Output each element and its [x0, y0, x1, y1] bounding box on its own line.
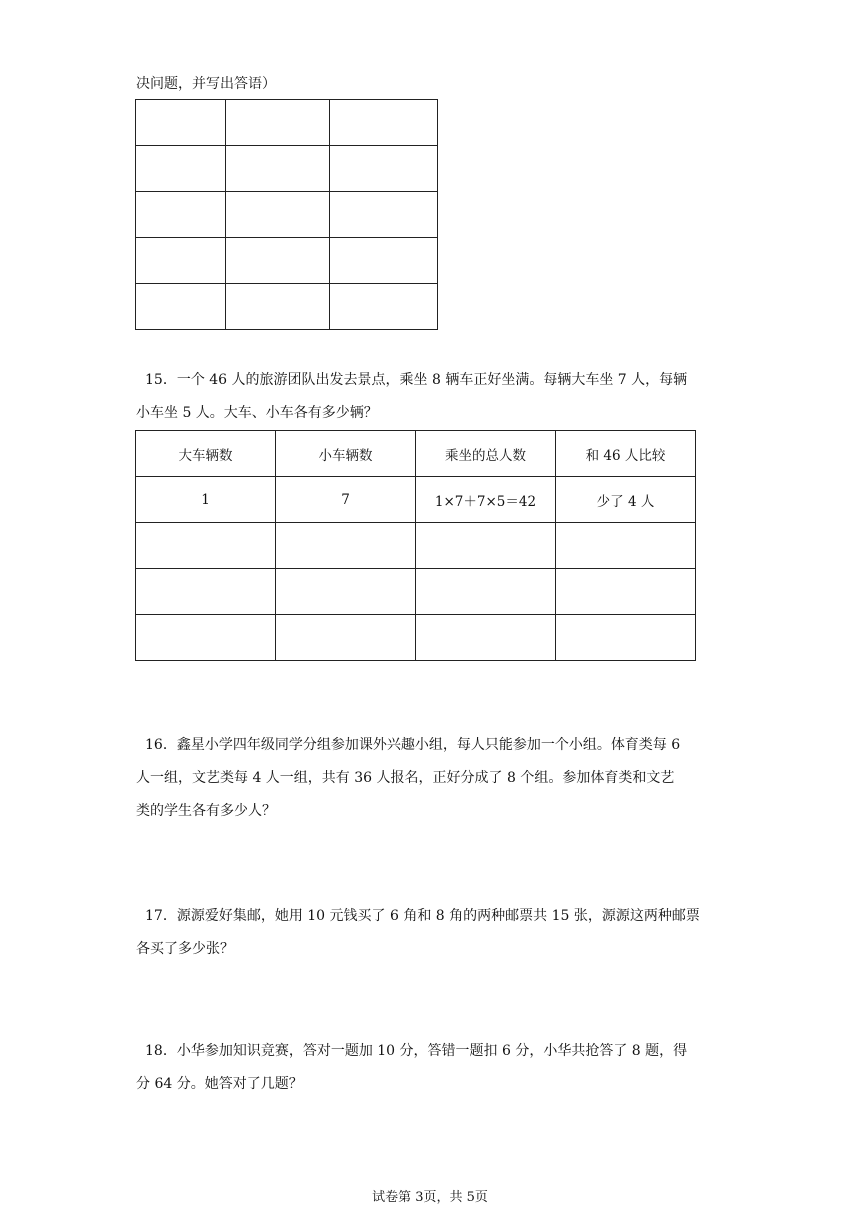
table-header-row: [136, 431, 696, 477]
table-cell: [330, 284, 438, 330]
question-17-line-2: 各买了多少张？: [136, 941, 234, 957]
table-row: [136, 238, 438, 284]
table-row: [136, 146, 438, 192]
table-cell: [330, 146, 438, 192]
header-cell: 和 46 人比较: [556, 431, 696, 477]
question-18-line-2: 分 64 分。她答对了几题？: [136, 1076, 303, 1092]
table-cell: [330, 100, 438, 146]
table-cell: [136, 284, 226, 330]
table-cell: [226, 284, 330, 330]
table-row: [136, 569, 696, 615]
table-cell: [136, 146, 226, 192]
table-cell: [556, 569, 696, 615]
header-cell: 大车辆数: [136, 431, 276, 477]
header-cell: 乘坐的总人数: [416, 431, 556, 477]
table-cell: [330, 238, 438, 284]
table-cell: [226, 192, 330, 238]
question-15-line-1: 15．一个 46 人的旅游团队出发去景点，乘坐 8 辆车正好坐满。每辆大车坐 7 人，每辆: [145, 372, 688, 388]
table-cell: 1: [136, 477, 276, 523]
table-cell: [136, 100, 226, 146]
table-cell: [136, 192, 226, 238]
table-cell: 1×7＋7×5＝42: [416, 477, 556, 523]
question-18-line-1: 18．小华参加知识竞赛，答对一题加 10 分，答错一题扣 6 分，小华共抢答了 8 题，得: [145, 1043, 688, 1059]
table-cell: 7: [276, 477, 416, 523]
table-row: [136, 192, 438, 238]
table-cell: 少了 4 人: [556, 477, 696, 523]
table-cell: [416, 569, 556, 615]
table-row: [136, 284, 438, 330]
table-cell: [226, 238, 330, 284]
question-16-line-2: 人一组，文艺类每 4 人一组，共有 36 人报名，正好分成了 8 个组。参加体育类和文艺: [136, 770, 675, 786]
q14-blank-table: [135, 99, 438, 330]
question-17-line-1: 17．源源爱好集邮，她用 10 元钱买了 6 角和 8 角的两种邮票共 15 张，源源这两种邮票: [145, 908, 700, 924]
table-cell: [136, 569, 276, 615]
table-cell: [556, 615, 696, 661]
table-cell: [136, 238, 226, 284]
table-cell: [136, 615, 276, 661]
question-16-line-3: 类的学生各有多少人？: [136, 803, 276, 819]
table-cell: [556, 523, 696, 569]
q14-instruction-tail: 决问题，并写出答语）: [136, 76, 276, 92]
question-15-line-2: 小车坐 5 人。大车、小车各有多少辆？: [136, 405, 378, 421]
table-cell: [276, 615, 416, 661]
table-cell: [136, 523, 276, 569]
table-row: [136, 100, 438, 146]
table-cell: [276, 523, 416, 569]
table-cell: [416, 615, 556, 661]
table-row: [136, 523, 696, 569]
q15-table: [135, 430, 696, 661]
page-footer: 试卷第 3页，共 5页: [372, 1190, 488, 1205]
table-cell: [330, 192, 438, 238]
table-cell: [226, 100, 330, 146]
table-row: [136, 615, 696, 661]
question-16-line-1: 16．鑫星小学四年级同学分组参加课外兴趣小组，每人只能参加一个小组。体育类每 6: [145, 737, 681, 753]
table-row: [136, 477, 696, 523]
table-cell: [276, 569, 416, 615]
header-cell: 小车辆数: [276, 431, 416, 477]
table-cell: [226, 146, 330, 192]
table-cell: [416, 523, 556, 569]
